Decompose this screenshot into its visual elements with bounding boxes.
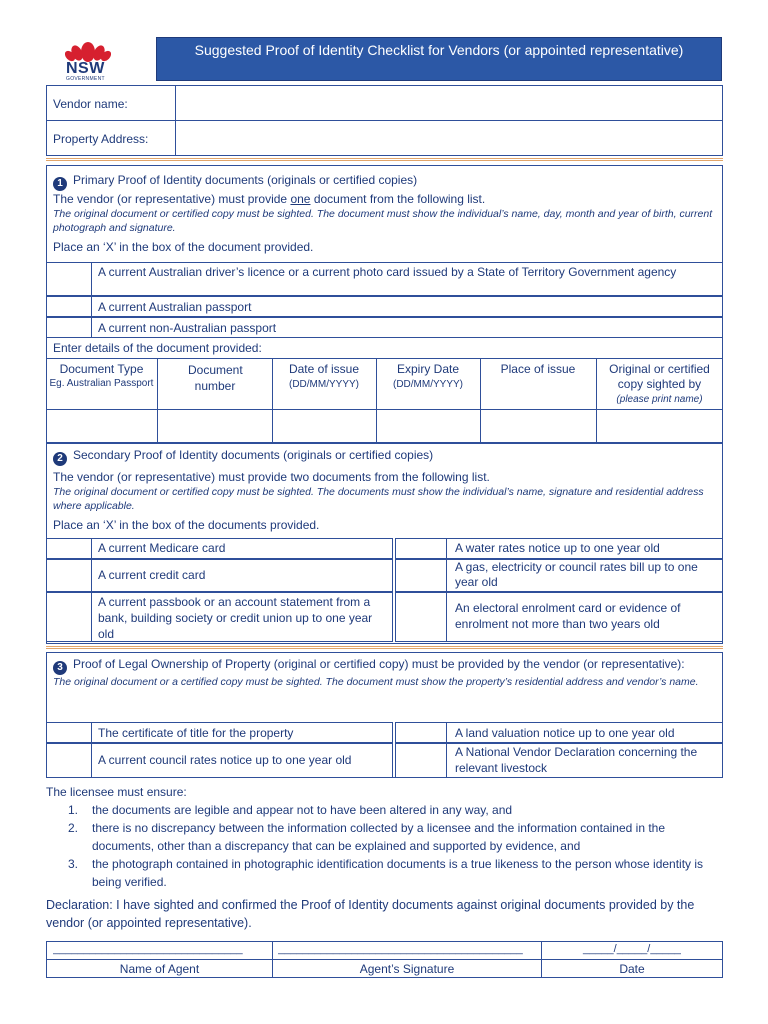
section-number-icon: 2 [53, 452, 67, 466]
item-council-rates: A current council rates notice up to one year old [98, 753, 352, 767]
section-number-icon: 3 [53, 661, 67, 675]
checkbox-vendor-declaration[interactable] [395, 743, 447, 778]
list-item: 3. the photograph contained in photographic identification documents is a true likeness to the person whose identity is being verified. [68, 857, 704, 889]
field-expiry-date[interactable] [377, 410, 479, 442]
page-title: Suggested Proof of Identity Checklist for Vendors (or appointed representative) [156, 37, 722, 81]
item-certificate-title: The certificate of title for the property [98, 726, 294, 740]
checkbox-non-au-passport[interactable] [46, 317, 92, 338]
document-details-table [46, 358, 723, 443]
section3-note: The original document or a certified copy must be sighted. The document must show the property’s residential address and vendor’s name. [53, 676, 699, 688]
section2-place: Place an ‘X’ in the box of the documents provided. [53, 518, 320, 532]
property-address-label: Property Address: [53, 132, 149, 146]
waratah-icon [65, 36, 111, 62]
checkbox-passbook[interactable] [46, 592, 92, 642]
field-date-of-issue[interactable] [273, 410, 375, 442]
enter-details-label: Enter details of the document provided: [53, 341, 262, 355]
checkbox-credit-card[interactable] [46, 559, 92, 592]
logo-text: NSW [66, 60, 105, 77]
section1-instruction: The vendor (or representative) must provide one document from the following list. [53, 192, 486, 206]
checkbox-certificate-title[interactable] [46, 722, 92, 743]
col-date-of-issue: Date of issue (DD/MM/YYYY) [288, 362, 360, 390]
field-document-type[interactable] [47, 410, 156, 442]
item-water-rates: A water rates notice up to one year old [455, 541, 660, 555]
checkbox-water-rates[interactable] [395, 538, 447, 559]
section2-note: The original document or certified copy must be sighted. The documents must show the individual’s name, signature and residential address where applicable. [53, 486, 704, 512]
col-document-type: Document Type Eg. Australian Passport [49, 362, 154, 389]
checkbox-drivers-licence[interactable] [46, 262, 92, 296]
secondary-documents-grid [46, 538, 723, 642]
checkbox-au-passport[interactable] [46, 296, 92, 317]
field-sighted-by[interactable] [597, 410, 722, 442]
vendor-name-field[interactable] [176, 86, 722, 121]
item-utility-bill: A gas, electricity or council rates bill up to one year old [455, 560, 698, 589]
checkbox-medicare[interactable] [46, 538, 92, 559]
col-expiry-date: Expiry Date (DD/MM/YYYY) [393, 362, 463, 390]
agent-signature-field[interactable]: ________________________________________ [278, 943, 523, 955]
section-number-icon: 1 [53, 177, 67, 191]
checkbox-utility-bill[interactable] [395, 559, 447, 592]
agent-signature-label: Agent’s Signature [359, 962, 455, 976]
col-document-number: Document number [188, 363, 243, 393]
agent-name-field[interactable]: _______________________________ [53, 943, 243, 955]
checkbox-electoral[interactable] [395, 592, 447, 642]
col-sighted-by: Original or certified copy sighted by (please print name) [609, 362, 710, 405]
divider [46, 646, 723, 649]
item-au-passport: A current Australian passport [98, 300, 252, 314]
section1-heading: 1 Primary Proof of Identity documents (originals or certified copies) [53, 172, 718, 191]
list-item: 1. the documents are legible and appear not to have been altered in any way, and [68, 803, 513, 817]
agent-name-label: Name of Agent [119, 962, 200, 976]
item-electoral: An electoral enrolment card or evidence of enrolment not more than two years old [455, 601, 681, 631]
item-non-au-passport: A current non-Australian passport [98, 321, 277, 335]
section2-heading: 2 Secondary Proof of Identity documents (originals or certified copies) [53, 447, 718, 466]
checkbox-council-rates[interactable] [46, 743, 92, 778]
section1-note: The original document or certified copy must be sighted. The document must show the individual’s name, day, month and year of birth, current photograph and signature. [53, 208, 713, 234]
item-credit-card: A current credit card [98, 568, 206, 582]
col-place-of-issue: Place of issue [500, 362, 576, 376]
field-document-number[interactable] [158, 410, 271, 442]
item-vendor-declaration: A National Vendor Declaration concerning the relevant livestock [455, 745, 698, 775]
vendor-name-label: Vendor name: [53, 97, 128, 111]
licensee-heading: The licensee must ensure: [46, 785, 187, 799]
ownership-documents-grid [46, 722, 723, 778]
date-label: Date [619, 962, 645, 976]
checkbox-land-valuation[interactable] [395, 722, 447, 743]
divider [46, 158, 723, 161]
section2-instruction: The vendor (or representative) must provide two documents from the following list. [53, 470, 490, 484]
date-field[interactable]: _____/_____/_____ [583, 943, 681, 955]
list-item: 2. there is no discrepancy between the information collected by a licensee and the information contained in the documents, other than a discrepancy that can be explained and supported by evidence, and [68, 821, 666, 853]
field-place-of-issue[interactable] [481, 410, 595, 442]
property-address-field[interactable] [176, 121, 722, 155]
section1-place: Place an ‘X’ in the box of the document provided. [53, 240, 314, 254]
item-medicare: A current Medicare card [98, 541, 226, 555]
licensee-section [46, 783, 723, 891]
nsw-logo [56, 36, 120, 82]
vendor-info-table [46, 85, 723, 156]
section3-heading: 3 Proof of Legal Ownership of Property (original or certified copy) must be provided by the vendor (or representative): [53, 656, 718, 675]
item-land-valuation: A land valuation notice up to one year old [455, 726, 675, 740]
declaration: Declaration: I have sighted and confirmed the Proof of Identity documents against original documents provided by the vendor (or appointed representative). [46, 898, 695, 930]
item-passbook: A current passbook or an account statement from a bank, building society or credit union up to one year old [98, 595, 373, 641]
item-drivers-licence: A current Australian driver’s licence or a current photo card issued by a State of Territory Government agency [98, 265, 677, 279]
logo-subtext: GOVERNMENT [66, 76, 105, 82]
signature-table [46, 941, 723, 978]
